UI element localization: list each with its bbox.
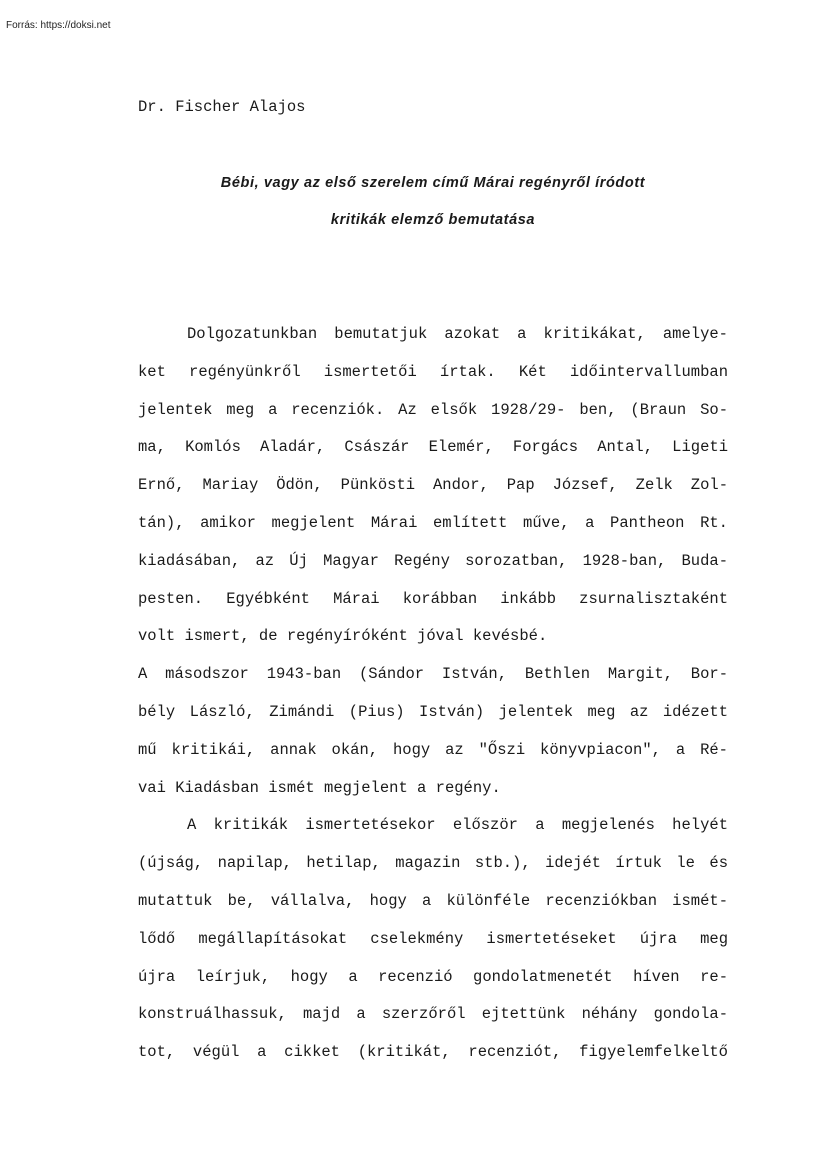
text-line: (újság, napilap, hetilap, magazin stb.), idejét írtuk le és (138, 854, 728, 873)
body-text (138, 323, 728, 1079)
text-line: volt ismert, de regényíróként jóval kevésbé. (138, 627, 548, 646)
text-line: ket regényünkről ismertetői írtak. Két időintervallumban (138, 362, 728, 381)
text-line: Ernő, Mariay Ödön, Pünkösti Andor, Pap József, Zelk Zol- (138, 476, 728, 495)
title-line-1: Bébi, vagy az első szerelem című Márai regényről íródott (220, 175, 646, 191)
text-line: pesten. Egyébként Márai korábban inkább zsurnalisztaként (138, 589, 728, 608)
text-line: lődő megállapításokat cselekmény ismertetéseket újra meg (138, 929, 728, 948)
text-line: bély László, Zimándi (Pius) István) jelentek meg az idézett (138, 702, 728, 721)
text-line: vai Kiadásban ismét megjelent a regény. (138, 778, 501, 797)
text-line: tán), amikor megjelent Márai említett műve, a Pantheon Rt. (138, 513, 728, 532)
text-line: tot, végül a cikket (kritikát, recenziót, figyelemfelkeltő (138, 1043, 728, 1062)
author-name: Dr. Fischer Alajos (138, 98, 306, 116)
source-note: Forrás: https://doksi.net (6, 20, 111, 31)
text-line: mű kritikái, annak okán, hogy az "Őszi könyvpiacon", a Ré- (138, 740, 728, 759)
text-line: ma, Komlós Aladár, Császár Elemér, Forgács Antal, Ligeti (138, 438, 728, 457)
title-line-2: kritikák elemző bemutatása (330, 212, 536, 228)
text-line: Dolgozatunkban bemutatjuk azokat a kritikákat, amelye- (187, 325, 728, 343)
text-line: kiadásában, az Új Magyar Regény sorozatban, 1928-ban, Buda- (138, 551, 728, 570)
text-line: A kritikák ismertetésekor először a megjelenés helyét (187, 816, 728, 835)
text-line: mutattuk be, vállalva, hogy a különféle recenziókban ismét- (138, 891, 728, 910)
text-line: A másodszor 1943-ban (Sándor István, Bethlen Margit, Bor- (138, 665, 728, 684)
text-line: jelentek meg a recenziók. Az elsők 1928/29- ben, (Braun So- (138, 400, 728, 419)
text-line: újra leírjuk, hogy a recenzió gondolatmenetét híven re- (138, 967, 728, 986)
text-line: konstruálhassuk, majd a szerzőről ejtettünk néhány gondola- (138, 1005, 728, 1024)
